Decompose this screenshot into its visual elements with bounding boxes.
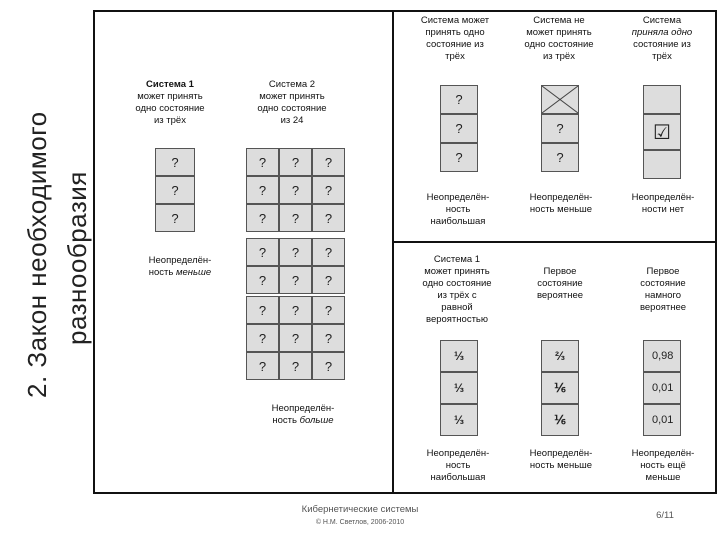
system2-caption: Система 2 может принять одно состояние из 24: [257, 79, 327, 126]
tr-note-1: Неопределён- ность наибольшая: [426, 192, 490, 227]
system2-cell: ?: [312, 352, 345, 380]
system2-cell: ?: [246, 238, 279, 266]
tr-cell: ?: [541, 143, 579, 172]
system2-cell: ?: [246, 352, 279, 380]
tr-caption-3: Система приняла одно состояние из трёх: [631, 15, 693, 62]
cross-mark-icon: [542, 86, 578, 113]
footer-course: Кибернетические системы: [301, 504, 419, 515]
system2-cell: ?: [279, 324, 312, 352]
system2-cell: ?: [312, 204, 345, 232]
checkbox-checked-icon: ☑: [643, 114, 681, 150]
tr-caption-1: Система может принять одно состояние из трёх: [420, 15, 490, 62]
system2-cell: ?: [246, 296, 279, 324]
system2-cell: ?: [279, 204, 312, 232]
tr-cell: [643, 150, 681, 179]
tr-cell: ?: [440, 114, 478, 143]
system1-cell: ?: [155, 148, 195, 176]
tr-cell: ?: [541, 114, 579, 143]
system2-cell: ?: [246, 324, 279, 352]
system2-cell: ?: [279, 238, 312, 266]
system2-cell: ?: [246, 176, 279, 204]
system1-uncertainty-note: Неопределён- ность меньше: [148, 255, 212, 278]
slide-title-line2: разнообразия: [62, 171, 92, 345]
system2-uncertainty-note: Неопределён- ность больше: [271, 403, 335, 426]
probability-cell: 0,98: [643, 340, 681, 372]
system2-cell: ?: [246, 148, 279, 176]
system1-cell: ?: [155, 204, 195, 232]
system2-cell: ?: [279, 148, 312, 176]
system2-cell: ?: [279, 352, 312, 380]
system2-cell: ?: [279, 176, 312, 204]
br-note-1: Неопределён- ность наибольшая: [426, 448, 490, 483]
br-note-3: Неопределён- ность ещё меньше: [631, 448, 695, 483]
br-note-2: Неопределён- ность меньше: [529, 448, 593, 471]
system2-cell: ?: [246, 204, 279, 232]
system2-cell: ?: [312, 296, 345, 324]
probability-cell: ⅓: [440, 340, 478, 372]
probability-cell: ⅓: [440, 404, 478, 436]
tr-cell: ?: [440, 143, 478, 172]
tr-caption-2: Система не может принять одно состояние из трёх: [524, 15, 594, 62]
br-caption-3: Первое состояние намного вероятнее: [639, 266, 687, 313]
br-caption-2: Первое состояние вероятнее: [536, 266, 584, 301]
system2-cell: ?: [312, 176, 345, 204]
system2-cell: ?: [279, 296, 312, 324]
system2-cell: ?: [312, 148, 345, 176]
system1-caption: Система 1 может принять одно состояние из трёх: [135, 79, 205, 126]
tr-cell: ?: [440, 85, 478, 114]
system2-cell: ?: [246, 266, 279, 294]
probability-cell: 0,01: [643, 404, 681, 436]
crossed-out-cell: [541, 85, 579, 114]
probability-cell: 0,01: [643, 372, 681, 404]
divider-vertical: [392, 10, 394, 494]
slide-title-line1: 2. Закон необходимого: [22, 111, 52, 398]
tr-cell: [643, 85, 681, 114]
system2-cell: ?: [312, 238, 345, 266]
system2-cell: ?: [279, 266, 312, 294]
probability-cell: ⅓: [440, 372, 478, 404]
probability-cell: ⅙: [541, 372, 579, 404]
slide-title: [4, 20, 104, 400]
system2-cell: ?: [312, 266, 345, 294]
page-number: 6/11: [656, 510, 674, 521]
probability-cell: ⅔: [541, 340, 579, 372]
tr-note-2: Неопределён- ность меньше: [529, 192, 593, 215]
br-caption-1: Система 1 может принять одно состояние из трёх с равной вероятностью: [422, 254, 492, 325]
system2-cell: ?: [312, 324, 345, 352]
probability-cell: ⅙: [541, 404, 579, 436]
system1-cell: ?: [155, 176, 195, 204]
footer-copyright: © Н.М. Светлов, 2006-2010: [315, 519, 405, 526]
divider-horizontal: [392, 241, 717, 243]
tr-note-3: Неопределён- ности нет: [631, 192, 695, 215]
